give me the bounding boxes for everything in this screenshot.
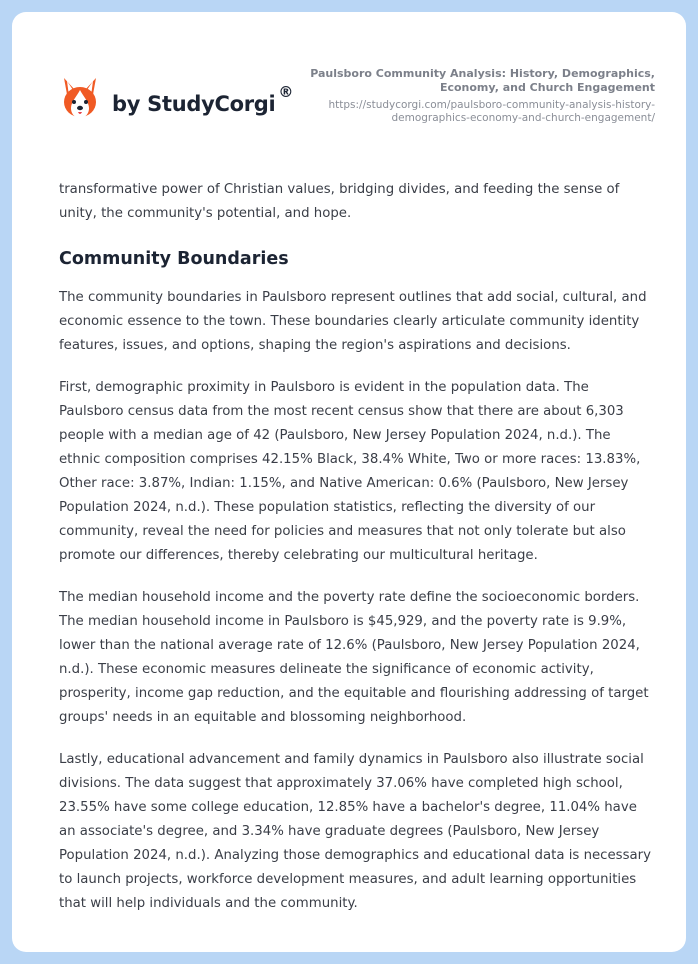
document-meta [305,67,655,125]
section-heading: Community Boundaries [59,249,289,269]
body-paragraph: The median household income and the poverty rate define the socioeconomic borders. The median household income in Paulsboro is $45,929, and the poverty rate is 9.9%, lower than the national average rate of 12.6% (Paulsboro, New Jersey Population 2024, n.d.). These economic measures delineate the significance of economic activity, prosperity, income gap reduction, and the equitable and flourishing addressing of target groups' needs in an equitable and blossoming neighborhood. [59,590,649,725]
document-page [12,12,686,952]
brand-logo[interactable] [60,76,293,120]
body-paragraph: Lastly, educational advancement and family dynamics in Paulsboro also illustrate social divisions. The data suggest that approximately 37.06% have completed high school, 23.55% have some college education, 12.85% have a bachelor's degree, 11.04% have an associate's degree, and 3.34% have graduate degrees (Paulsboro, New Jersey Population 2024, n.d.). Analyzing those demographics and educational data is necessary to launch projects, workforce development measures, and adult learning opportunities that will help individuals and the community. [59,752,652,911]
document-body [59,178,653,934]
intro-paragraph: transformative power of Christian values, bridging divides, and feeding the sense of unity, the community's potential, and hope. [59,182,620,221]
document-title: Paulsboro Community Analysis: History, Demographics, Economy, and Church Engagement [310,67,655,94]
body-paragraph: The community boundaries in Paulsboro represent outlines that add social, cultural, and economic essence to the town. These boundaries clearly articulate community identity features, issues, and options, shaping the region's aspirations and decisions. [59,290,647,353]
brand-text: by StudyCorgi [112,91,276,116]
corgi-logo-icon [60,76,100,120]
registered-mark: ® [278,82,294,101]
page-header [12,12,686,142]
brand-name [112,82,294,116]
document-url[interactable]: https://studycorgi.com/paulsboro-community-analysis-history-demographics-economy-and-church-engagement/ [328,99,655,124]
body-paragraph: First, demographic proximity in Paulsboro is evident in the population data. The Paulsboro census data from the most recent census show that there are about 6,303 people with a median age of 42 (Paulsboro, New Jersey Population 2024, n.d.). The ethnic composition comprises 42.15% Black, 38.4% White, Two or more races: 13.83%, Other race: 3.87%, Indian: 1.15%, and Native American: 0.6% (Paulsboro, New Jersey Population 2024, n.d.). These population statistics, reflecting the diversity of our community, reveal the need for policies and measures that not only tolerate but also promote our differences, thereby celebrating our multicultural heritage. [59,380,641,563]
